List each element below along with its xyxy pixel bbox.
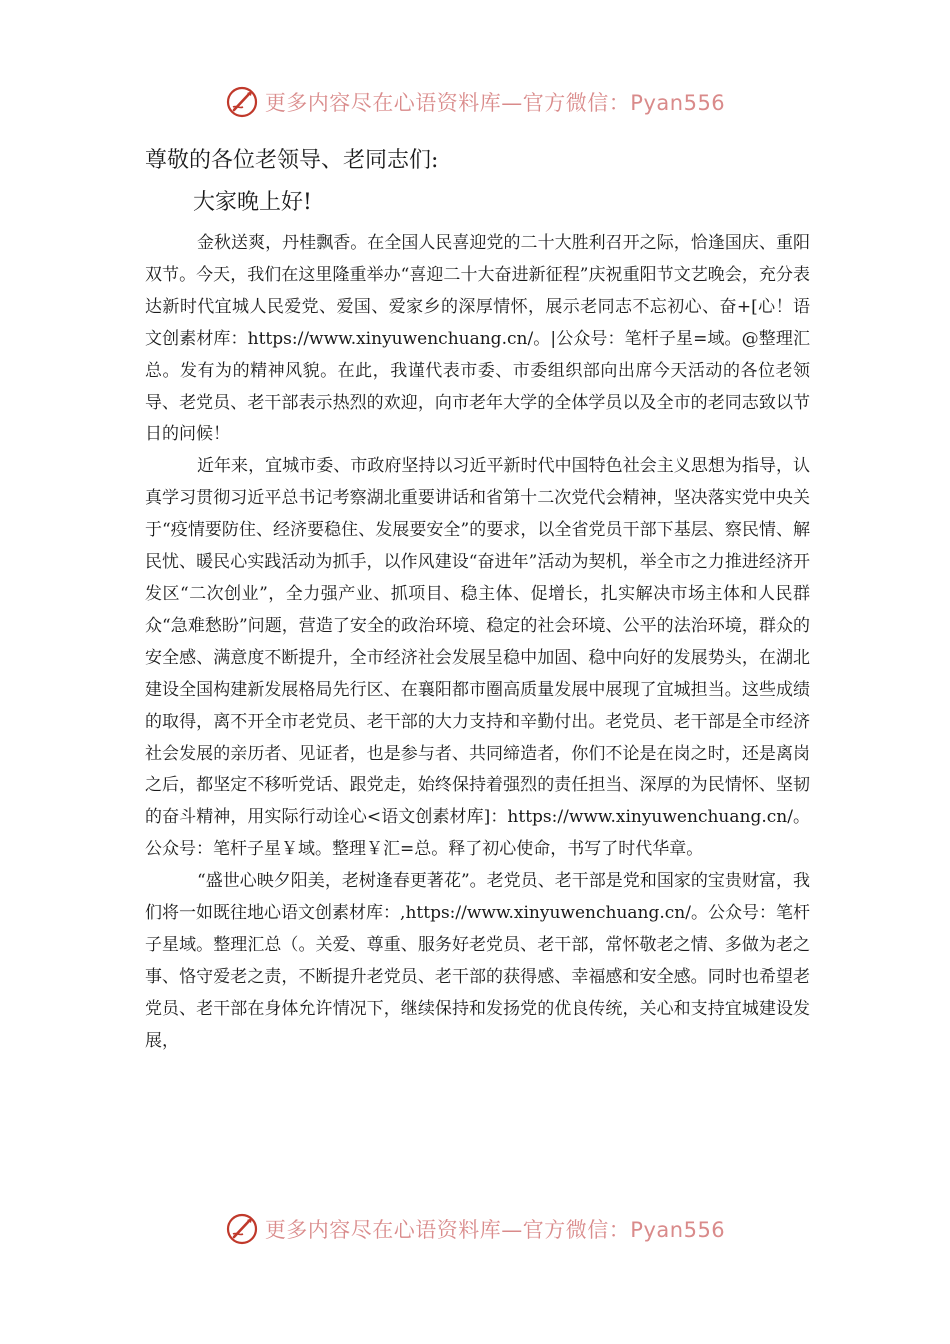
header-watermark-banner [0,82,950,122]
greeting: 大家晚上好! [193,190,312,215]
document-body [145,140,810,1058]
paragraph-1: 金秋送爽，丹桂飘香。在全国人民喜迎党的二十大胜利召开之际，恰逢国庆、重阳双节。今天，我们在这里隆重举办“喜迎二十大奋进新征程”庆祝重阳节文艺晚会，充分表达新时代宜城人民爱党、爱国、爱家乡的深厚情怀，展示老同志不忘初心、奋+[心！语文创素材库：https://www.xinyuwenchuang.cn/。|公众号：笔杆子星=域。@整理汇总。发有为的精神风貌。在此，我谨代表市委、市委组织部向出席今天活动的各位老领导、老党员、老干部表示热烈的欢迎，向市老年大学的全体学员以及全市的老同志致以节日的问候！ [145,233,810,445]
banner-text: 更多内容尽在心语资料库—官方微信：Pyan556 [264,91,726,115]
paragraph-3: “盛世心映夕阳美，老树逢春更著花”。老党员、老干部是党和国家的宝贵财富，我们将一如既往地心语文创素材库：,https://www.xinyuwenchuang.cn/。公众号：笔杆子星域。整理汇总（。关爱、尊重、服务好老党员、老干部，常怀敬老之情、多做为老之事、恪守爱老之责，不断提升老党员、老干部的获得感、幸福感和安全感。同时也希望老党员、老干部在身体允许情况下，继续保持和发扬党的优良传统，关心和支持宜城建设发展， [145,871,810,1051]
pen-logo-icon [225,85,259,119]
paragraph-2: 近年来，宜城市委、市政府坚持以习近平新时代中国特色社会主义思想为指导，认真学习贯彻习近平总书记考察湖北重要讲话和省第十二次党代会精神，坚决落实党中央关于“疫情要防住、经济要稳住、发展要安全”的要求，以全省党员干部下基层、察民情、解民忧、暖民心实践活动为抓手，以作风建设“奋进年”活动为契机，举全市之力推进经济开发区“二次创业”，全力强产业、抓项目、稳主体、促增长，扎实解决市场主体和人民群众“急难愁盼”问题，营造了安全的政治环境、稳定的社会环境、公平的法治环境，群众的安全感、满意度不断提升，全市经济社会发展呈稳中加固、稳中向好的发展势头，在湖北建设全国构建新发展格局先行区、在襄阳都市圈高质量发展中展现了宜城担当。这些成绩的取得，离不开全市老党员、老干部的大力支持和辛勤付出。老党员、老干部是全市经济社会发展的亲历者、见证者，也是参与者、共同缔造者，你们不论是在岗之时，还是离岗之后，都坚定不移听党话、跟党走，始终保持着强烈的责任担当、深厚的为民情怀、坚韧的奋斗精神，用实际行动诠心<语文创素材库]：https://www.xinyuwenchuang.cn/。公众号：笔杆子星￥域。整理￥汇=总。释了初心使命，书写了时代华章。 [145,456,810,860]
footer-watermark-banner [0,1209,950,1249]
salutation: 尊敬的各位老领导、老同志们: [145,148,439,173]
banner-text: 更多内容尽在心语资料库—官方微信：Pyan556 [264,1218,726,1242]
pen-logo-icon [225,1212,259,1246]
